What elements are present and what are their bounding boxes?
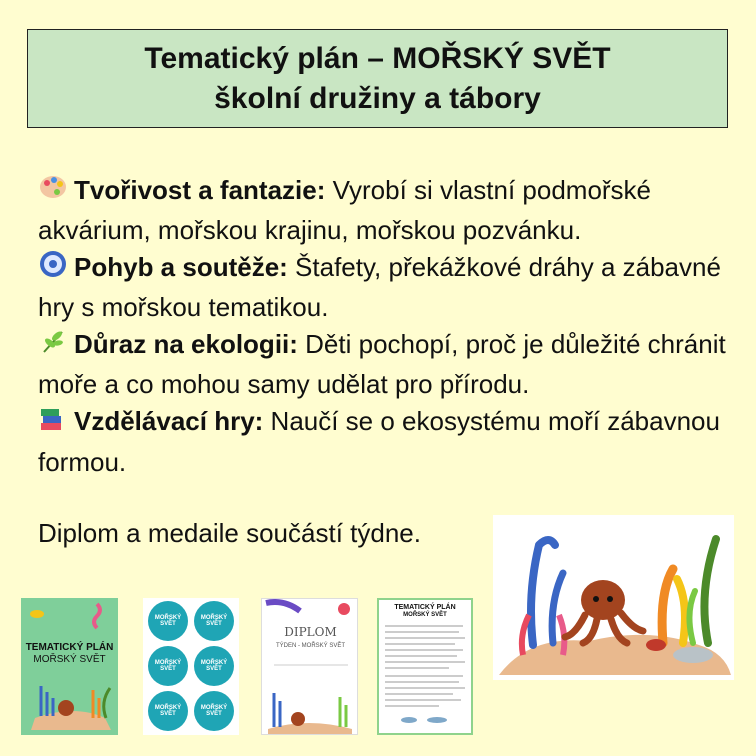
books-icon — [38, 404, 74, 444]
sheet-title: TEMATICKÝ PLÁN — [394, 604, 456, 611]
sheet-subtitle: MOŘSKÝ SVĚT — [403, 612, 447, 618]
plan-cover-title: TEMATICKÝ PLÁN — [25, 642, 114, 653]
herb-icon — [38, 326, 74, 366]
sticker-label: MOŘSKÝ SVĚT — [200, 615, 228, 627]
page-title: Tematický plán – MOŘSKÝ SVĚT — [144, 41, 611, 75]
plan-cover-thumbnail — [21, 598, 118, 735]
sticker-label: MOŘSKÝ SVĚT — [154, 705, 182, 717]
item-heading: Tvořivost a fantazie: — [74, 175, 326, 205]
list-item — [38, 326, 728, 403]
item-text: Vyrobí si vlastní podmořské akvárium, mořskou krajinu, mořskou pozvánku. — [38, 175, 652, 246]
item-heading: Pohyb a soutěže: — [74, 252, 288, 283]
diploma-note: Diplom a medaile součástí týdne. — [38, 518, 421, 548]
item-text: Děti pochopí, proč je důležité chránit moře a co mohou samy udělat pro přírodu. — [38, 329, 726, 400]
palette-icon — [38, 172, 74, 212]
diploma-subtitle: TÝDEN - MOŘSKÝ SVĚT — [275, 643, 345, 649]
page-subtitle: školní družiny a tábory — [214, 81, 541, 115]
plan-sheet-thumbnail — [377, 598, 473, 735]
sticker-label: MOŘSKÝ SVĚT — [200, 705, 228, 717]
item-text: Naučí se o ekosystému moří zábavnou formou. — [38, 406, 720, 477]
soccer-ball-icon — [38, 249, 74, 289]
diploma-title: DIPLOM — [284, 625, 337, 639]
sticker-label: MOŘSKÝ SVĚT — [154, 660, 182, 672]
title-box — [27, 29, 728, 128]
plan-cover-subtitle: MOŘSKÝ SVĚT — [33, 654, 106, 665]
diploma-thumbnail — [261, 598, 358, 735]
sticker-label: MOŘSKÝ SVĚT — [200, 660, 228, 672]
sea-scene-illustration — [493, 515, 734, 680]
item-heading: Důraz na ekologii: — [74, 329, 298, 360]
sticker-label: MOŘSKÝ SVĚT — [154, 615, 182, 627]
stickers-thumbnail — [143, 598, 239, 735]
list-item — [38, 403, 728, 480]
item-heading: Vzdělávací hry: — [74, 406, 264, 437]
feature-list — [38, 172, 728, 481]
item-text: Štafety, překážkové dráhy a zábavné hry s mořskou tematikou. — [38, 252, 721, 323]
list-item — [38, 249, 728, 326]
list-item — [38, 172, 728, 249]
